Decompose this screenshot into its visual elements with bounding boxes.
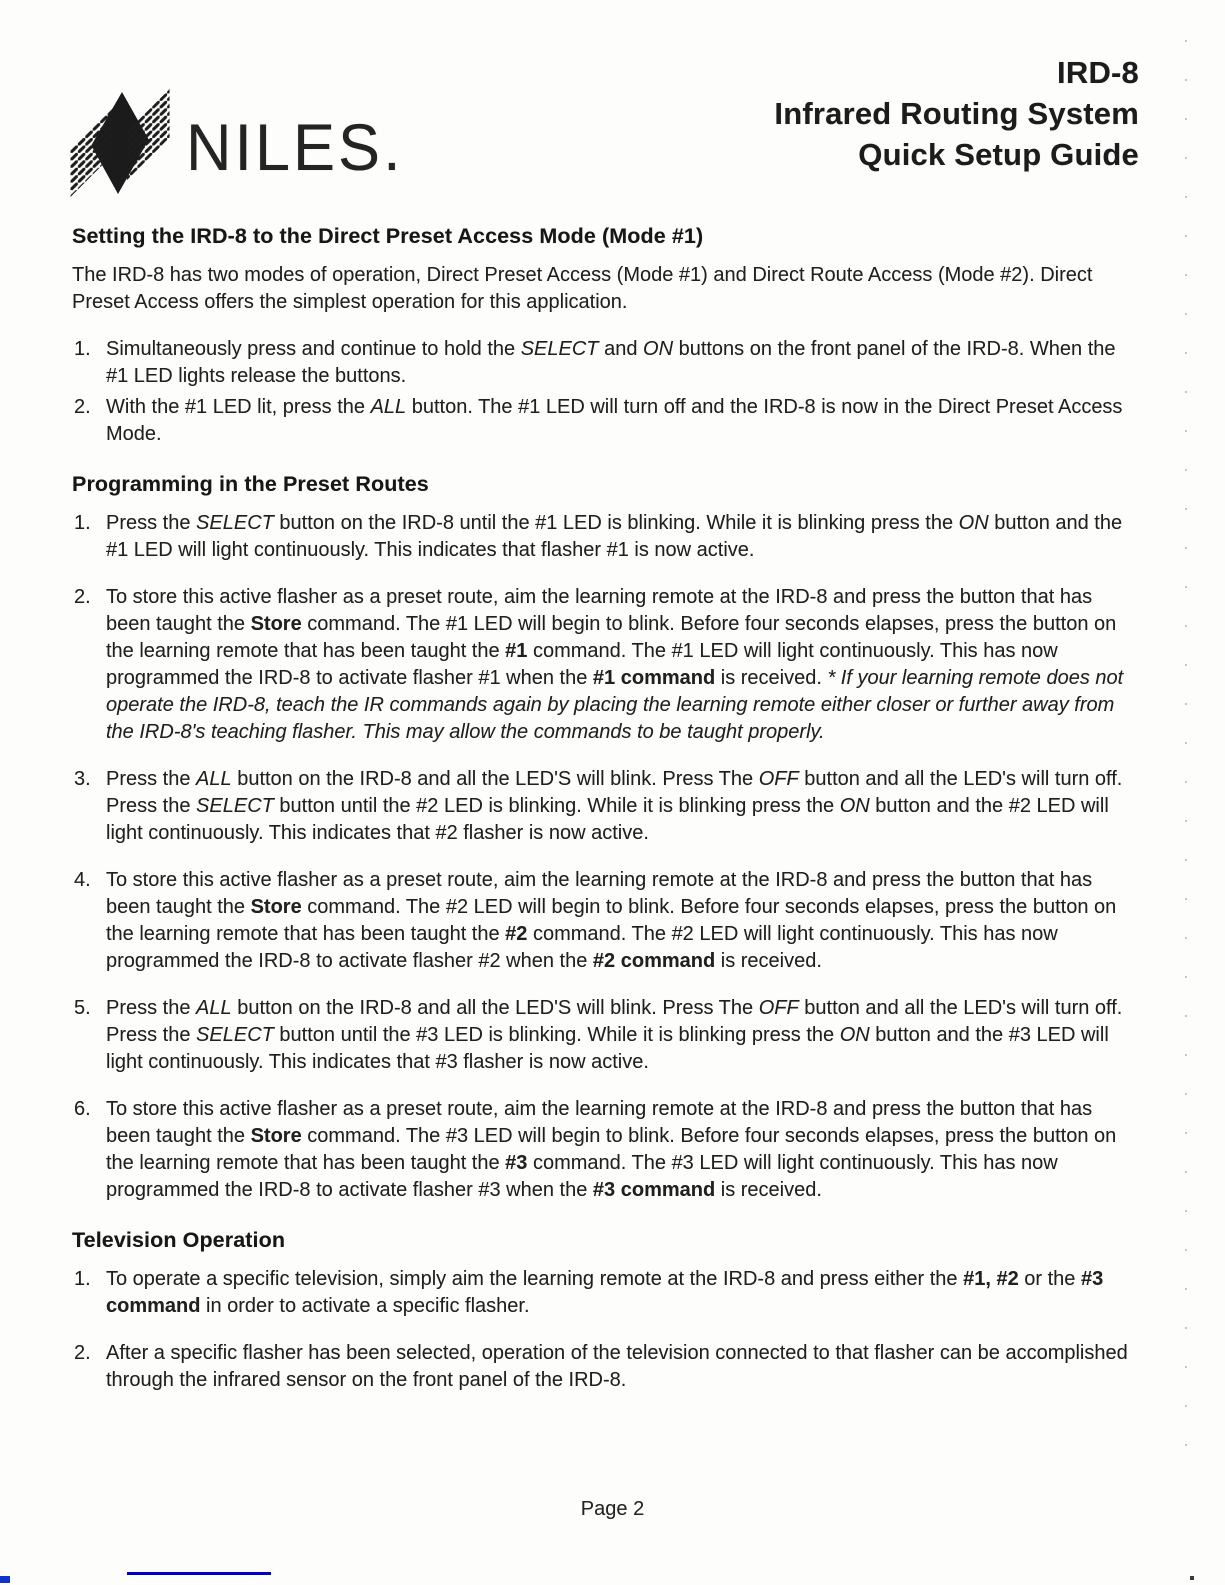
list-item (70, 995, 1137, 1076)
bold-text-run: Store (250, 896, 302, 918)
list-item-number: 3. (74, 768, 91, 790)
bold-text-run: #3 (505, 1152, 528, 1174)
section-heading: Setting the IRD-8 to the Direct Preset Access Mode (Mode #1) (72, 224, 704, 248)
italic-text-run: ON (839, 795, 870, 817)
italic-text-run: ON (958, 512, 989, 534)
text-run: button and the #3 LED will light continuously. This indicates that #3 flasher is now active. (106, 1024, 1109, 1073)
italic-text-run: SELECT (196, 795, 274, 817)
italic-text-run: SELECT (196, 512, 274, 534)
text-run: buttons on the front panel of the IRD-8. When the #1 LED lights release the buttons. (106, 338, 1116, 387)
list-item-number: 2. (74, 1342, 91, 1364)
text-run: Simultaneously press and continue to hold the (106, 338, 521, 360)
title-guide: Quick Setup Guide (858, 137, 1139, 172)
text-run: command. The #3 LED will begin to blink. Before four seconds elapses, press the button on the learning remote that has been taught the (106, 1125, 1117, 1174)
text-run: Press the (106, 512, 197, 534)
list-item-text (106, 1340, 1137, 1394)
list-item-text (106, 336, 1137, 390)
page-header (0, 0, 1225, 200)
bold-text-run: #3 command (592, 1179, 716, 1201)
list-item (70, 766, 1137, 847)
list-item (70, 1266, 1137, 1320)
numbered-list (70, 1266, 1137, 1394)
text-run: button on the IRD-8 and all the LED'S will blink. Press The (231, 997, 759, 1019)
bold-text-run: #3 command (106, 1268, 1104, 1317)
section-direct-preset-access (70, 224, 1137, 448)
text-run: or the (1018, 1268, 1081, 1290)
list-item-number: 1. (74, 338, 91, 360)
text-run: To operate a specific television, simply aim the learning remote at the IRD-8 and press either the (106, 1268, 964, 1290)
text-run: is received. (715, 1179, 822, 1201)
list-item (70, 1096, 1137, 1204)
blue-underline-artifact (127, 1572, 271, 1575)
bold-text-run: Store (250, 1125, 302, 1147)
text-run: command. The #3 LED will light continuously. This has now programmed the IRD-8 to activate flasher #3 when the (106, 1152, 1058, 1201)
text-run: in order to activate a specific flasher. (200, 1295, 530, 1317)
text-run: button on the IRD-8 until the #1 LED is blinking. While it is blinking press the (273, 512, 959, 534)
list-item-number: 1. (74, 512, 91, 534)
text-run: Press the (106, 997, 197, 1019)
list-item (70, 1340, 1137, 1394)
section-programming-preset-routes (70, 472, 1137, 1204)
text-run: button and all the LED's will turn off. Press the (106, 768, 1123, 817)
text-run: button and the #1 LED will light continuously. This indicates that flasher #1 is now active. (106, 512, 1123, 561)
text-run: button and all the LED's will turn off. Press the (106, 997, 1123, 1046)
italic-text-run: OFF (758, 768, 799, 790)
italic-text-run: * If your learning remote does not operate the IRD-8, teach the IR commands again by placing the learning remote either closer or further away from the IRD-8's teaching flasher. This may allow the commands to be taught properly. (106, 667, 1124, 743)
text-run: button on the IRD-8 and all the LED'S will blink. Press The (231, 768, 759, 790)
page-number: Page 2 (580, 1498, 645, 1520)
list-item-number: 2. (74, 586, 91, 608)
italic-text-run: ALL (370, 396, 407, 418)
list-item (70, 584, 1137, 746)
text-run: is received. (715, 667, 828, 689)
section-heading: Programming in the Preset Routes (72, 472, 429, 496)
scan-edge-dots-artifact (1185, 40, 1187, 1460)
section-intro-paragraph: The IRD-8 has two modes of operation, Direct Preset Access (Mode #1) and Direct Route Access (Mode #2). Direct Preset Access offers the simplest operation for this application. (72, 264, 1093, 313)
bold-text-run: #2 command (592, 950, 716, 972)
list-item-text (106, 867, 1137, 975)
text-run: command. The #2 LED will begin to blink. Before four seconds elapses, press the button on the learning remote that has been taught the (106, 896, 1117, 945)
italic-text-run: ALL (196, 997, 232, 1019)
text-run: command. The #1 LED will light continuously. This has now programmed the IRD-8 to activate flasher #1 when the (106, 640, 1058, 689)
title-model: IRD-8 (1057, 55, 1139, 90)
text-run: Press the (106, 768, 197, 790)
list-item (70, 867, 1137, 975)
niles-brand (70, 86, 404, 200)
list-item-number: 2. (74, 396, 91, 418)
section-heading: Television Operation (72, 1228, 286, 1252)
text-run: command. The #2 LED will light continuously. This has now programmed the IRD-8 to activate flasher #2 when the (106, 923, 1058, 972)
section-television-operation (70, 1228, 1137, 1394)
text-run: button. The #1 LED will turn off and the IRD-8 is now in the Direct Preset Access Mode. (106, 396, 1123, 445)
list-item-text (106, 1096, 1137, 1204)
bold-text-run: Store (250, 613, 302, 635)
numbered-list (70, 336, 1137, 448)
list-item (70, 394, 1137, 448)
numbered-list (70, 510, 1137, 1204)
text-run: button until the #3 LED is blinking. While it is blinking press the (273, 1024, 840, 1046)
document-body (70, 224, 1137, 1394)
bold-text-run: #2 (505, 923, 528, 945)
bold-text-run: #1 command (592, 667, 716, 689)
text-run: is received. (715, 950, 822, 972)
list-item-number: 5. (74, 997, 91, 1019)
text-run: After a specific flasher has been selected, operation of the television connected to that flasher can be accomplished through the infrared sensor on the front panel of the IRD-8. (106, 1342, 1128, 1391)
italic-text-run: SELECT (196, 1024, 274, 1046)
list-item-number: 1. (74, 1268, 91, 1290)
brand-wordmark: NILES. (186, 111, 404, 185)
text-run: To store this active flasher as a preset route, aim the learning remote at the IRD-8 and press the button that has been taught the (106, 586, 1093, 635)
italic-text-run: ALL (196, 768, 232, 790)
text-run: button until the #2 LED is blinking. While it is blinking press the (273, 795, 840, 817)
niles-double-diamond-icon (70, 86, 170, 200)
list-item-number: 4. (74, 869, 91, 891)
text-run: To store this active flasher as a preset route, aim the learning remote at the IRD-8 and press the button that has been taught the (106, 1098, 1093, 1147)
text-run: button and the #2 LED will light continuously. This indicates that #2 flasher is now active. (106, 795, 1109, 844)
list-item-text (106, 394, 1137, 448)
bold-text-run: #1 (505, 640, 528, 662)
italic-text-run: ON (643, 338, 674, 360)
text-run: To store this active flasher as a preset route, aim the learning remote at the IRD-8 and press the button that has been taught the (106, 869, 1093, 918)
text-run: With the #1 LED lit, press the (106, 396, 371, 418)
list-item-text (106, 995, 1137, 1076)
list-item-text (106, 584, 1137, 746)
list-item (70, 510, 1137, 564)
list-item-text (106, 510, 1137, 564)
text-run: and (598, 338, 644, 360)
scan-dot-artifact (1190, 1576, 1194, 1580)
list-item (70, 336, 1137, 390)
list-item-text (106, 1266, 1137, 1320)
text-run: command. The #1 LED will begin to blink. Before four seconds elapses, press the button on the learning remote that has been taught the (106, 613, 1117, 662)
blue-corner-mark-artifact (0, 1576, 10, 1583)
italic-text-run: OFF (758, 997, 799, 1019)
italic-text-run: SELECT (520, 338, 599, 360)
list-item-number: 6. (74, 1098, 91, 1120)
list-item-text (106, 766, 1137, 847)
italic-text-run: ON (839, 1024, 870, 1046)
title-product: Infrared Routing System (774, 96, 1139, 131)
bold-text-run: #1, #2 (963, 1268, 1019, 1290)
document-title-block (774, 52, 1139, 175)
